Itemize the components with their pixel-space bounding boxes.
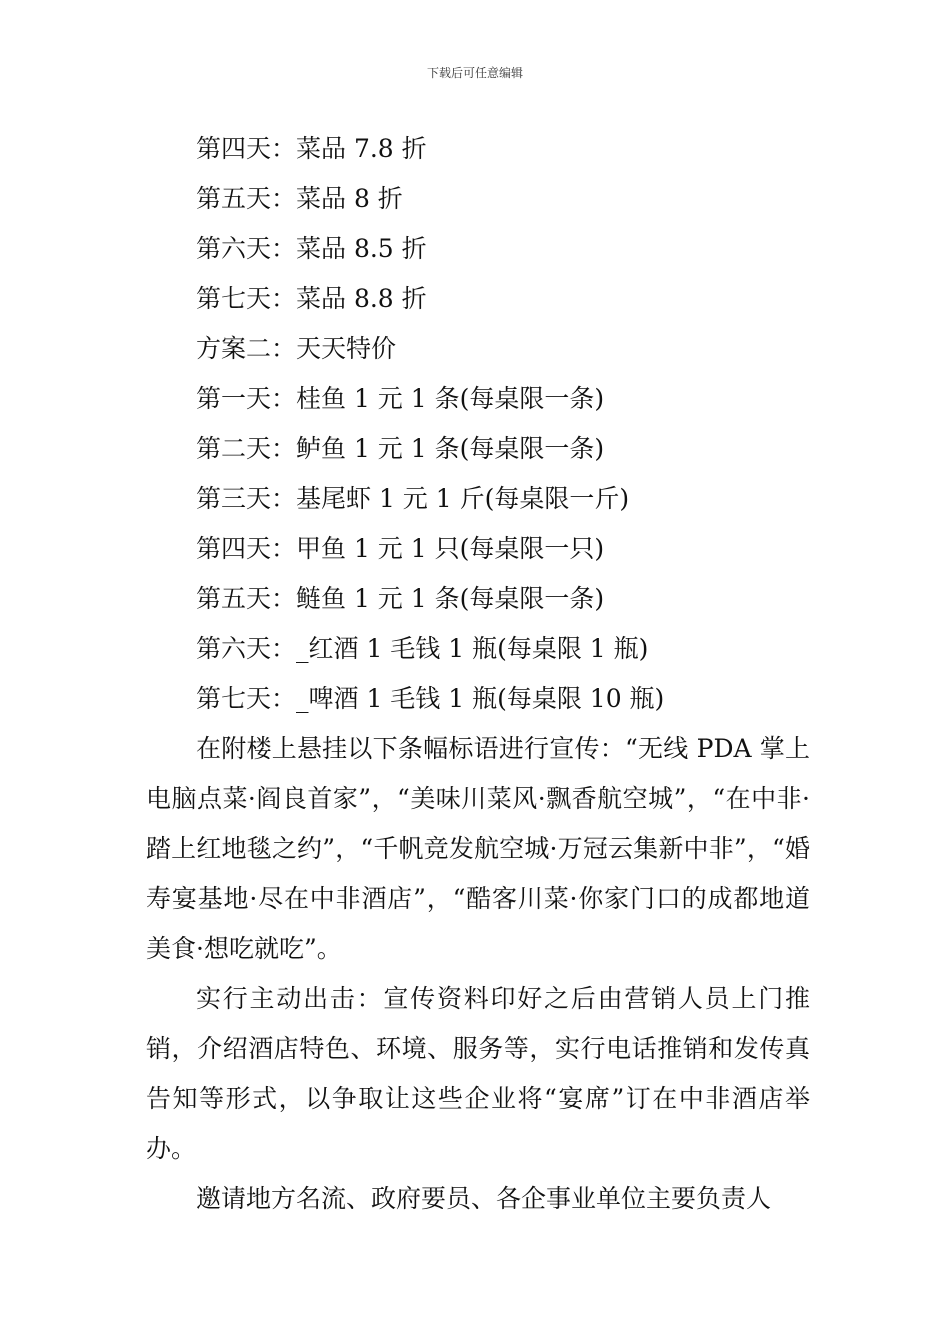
- body-paragraph: 在附楼上悬挂以下条幅标语进行宣传：“无线 PDA 掌上电脑点菜·阎良首家”，“美味川菜风·飘香航空城”，“在中非·踏上红地毯之约”，“千帆竞发航空城·万冠云集新中非”，“婚寿宴基地·尽在中非酒店”，“酷客川菜·你家门口的成都地道美食·想吃就吃”。: [146, 734, 810, 963]
- plan-line: 第三天：基尾虾 1 元 1 斤(每桌限一斤): [196, 484, 630, 513]
- plan-line: 第四天：甲鱼 1 元 1 只(每桌限一只): [196, 534, 605, 563]
- plan-line: 第六天：_红酒 1 毛钱 1 瓶(每桌限 1 瓶): [196, 634, 649, 663]
- page-header: 下载后可任意编辑: [426, 66, 523, 80]
- plan-line: 第六天：菜品 8.5 折: [196, 234, 427, 263]
- plan-line: 第五天：菜品 8 折: [196, 184, 403, 213]
- plan-line: 第七天：菜品 8.8 折: [196, 284, 427, 313]
- document-body: [146, 124, 810, 1224]
- plan-line: 第五天：鲢鱼 1 元 1 条(每桌限一条): [196, 584, 605, 613]
- body-paragraph: 实行主动出击：宣传资料印好之后由营销人员上门推销，介绍酒店特色、环境、服务等，实行电话推销和发传真告知等形式，以争取让这些企业将“宴席”订在中非酒店举办。: [146, 984, 810, 1163]
- plan-line: 第七天：_啤酒 1 毛钱 1 瓶(每桌限 10 瓶): [196, 684, 665, 713]
- plan-line: 第一天：桂鱼 1 元 1 条(每桌限一条): [196, 384, 605, 413]
- body-paragraph: 邀请地方名流、政府要员、各企事业单位主要负责人: [196, 1184, 772, 1213]
- plan-heading: 方案二：天天特价: [196, 334, 397, 363]
- plan-line: 第二天：鲈鱼 1 元 1 条(每桌限一条): [196, 434, 605, 463]
- plan-line: 第四天：菜品 7.8 折: [196, 134, 427, 163]
